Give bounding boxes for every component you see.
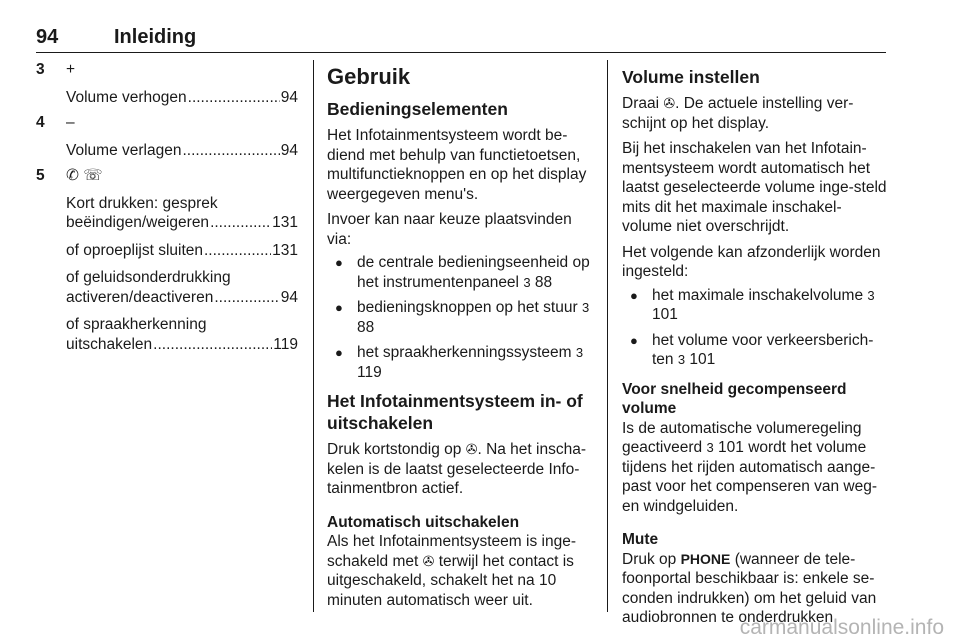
toc-entry bbox=[66, 88, 298, 108]
toc-page: 131 bbox=[272, 214, 298, 231]
item-number: 4 bbox=[36, 114, 45, 131]
toc-text: of oproeplijst sluiten bbox=[66, 241, 203, 259]
column-divider-left bbox=[313, 60, 314, 612]
page-ref-icon: 3 bbox=[575, 345, 584, 360]
toc-entry bbox=[66, 241, 298, 261]
page-ref-icon: 3 bbox=[706, 440, 714, 455]
toc-page: 94 bbox=[280, 288, 298, 306]
item-number: 5 bbox=[36, 167, 45, 184]
subheading-mute: Mute bbox=[622, 531, 659, 548]
phone-key-label: PHONE bbox=[680, 550, 731, 567]
paragraph: Het Infotainmentsysteem wordt be-diend met behulp van functietoetsen, multifunctieknoppen en op het display weergegeven menu's. bbox=[327, 127, 587, 203]
toc-entry bbox=[66, 268, 298, 307]
control-item-3 bbox=[36, 60, 298, 107]
paragraph: Bij het inschakelen van het Infotain-mentsysteem wordt automatisch het laatst geselecteerde volume inge-steld mits dit het maximale inschakel-volume niet overschrijdt. bbox=[622, 140, 887, 235]
subheading-automatisch-uitschakelen: Automatisch uitschakelen bbox=[327, 513, 520, 531]
subheading-snelheid-volume: Voor snelheid gecompenseerd volume bbox=[622, 380, 847, 417]
control-item-4 bbox=[36, 113, 298, 160]
toc-text: Kort drukken: gesprek bbox=[66, 194, 218, 212]
page-ref-icon: 3 bbox=[581, 300, 590, 315]
column-usage bbox=[327, 60, 593, 610]
page-number: 94 bbox=[36, 26, 59, 48]
list-item: ● het maximale inschakelvolume 3 101 bbox=[622, 286, 888, 325]
heading-volume-instellen: Volume instellen bbox=[622, 67, 760, 87]
plus-icon: + bbox=[66, 61, 76, 78]
toc-text: Volume verhogen bbox=[66, 88, 187, 106]
paragraph: Het volgende kan afzonderlijk worden ingesteld: bbox=[622, 243, 881, 280]
heading-bedieningselementen: Bedieningselementen bbox=[327, 99, 508, 119]
phone-mute-icon: ✆ ☏ bbox=[66, 167, 103, 184]
page-ref-icon: 3 bbox=[523, 274, 531, 290]
paragraph: Druk kortstondig op ✇. Na het inscha-kelen is de laatst geselecteerde Info-tainmentbron actief. bbox=[327, 441, 587, 497]
knob-icon: ✇ bbox=[663, 95, 676, 111]
knob-icon: ✇ bbox=[422, 552, 435, 569]
toc-entry bbox=[66, 141, 298, 161]
column-volume bbox=[622, 60, 888, 628]
page-header bbox=[36, 26, 886, 50]
watermark: carmanualsonline.info bbox=[739, 616, 944, 639]
control-item-5 bbox=[36, 166, 298, 354]
header-rule bbox=[36, 52, 886, 53]
column-divider-right bbox=[607, 60, 608, 612]
list-item: ● het volume voor verkeersberich-ten 3 101 bbox=[622, 331, 888, 370]
toc-page: 94 bbox=[280, 88, 298, 106]
paragraph: Is de automatische volumeregeling geactiveerd 3 101 wordt het volume tijdens het rijden automatisch aange-past voor het compenseren van weg-en windgeluiden. bbox=[622, 419, 878, 515]
heading-gebruik: Gebruik bbox=[327, 64, 411, 89]
list-item: ● het spraakherkenningssysteem 3 119 bbox=[327, 343, 593, 382]
toc-text: uitschakelen bbox=[66, 335, 153, 353]
toc-text: of spraakherkenning bbox=[66, 316, 207, 333]
list-item: ● de centrale bedieningseenheid op het instrumentenpaneel 3 88 bbox=[327, 253, 593, 292]
toc-text: beëindigen/weigeren bbox=[66, 214, 210, 231]
minus-icon: – bbox=[66, 114, 75, 131]
item-number: 3 bbox=[36, 61, 45, 78]
toc-text: of geluidsonderdrukking bbox=[66, 269, 231, 286]
settings-list bbox=[622, 286, 888, 370]
paragraph: Invoer kan naar keuze plaatsvinden via: bbox=[327, 211, 572, 248]
knob-icon: ✇ bbox=[465, 441, 478, 457]
input-options-list bbox=[327, 253, 593, 382]
paragraph: Draai ✇. De actuele instelling ver-schijnt op het display. bbox=[622, 95, 854, 132]
list-item: ● bedieningsknoppen op het stuur 3 88 bbox=[327, 298, 593, 337]
section-title: Inleiding bbox=[114, 26, 197, 48]
toc-text: Volume verlagen bbox=[66, 141, 182, 159]
toc-page: 94 bbox=[280, 141, 298, 159]
column-control-list bbox=[36, 60, 298, 354]
page-ref-icon: 3 bbox=[867, 287, 875, 303]
paragraph: Als het Infotainmentsysteem is inge-schakeld met ✇ terwijl het contact is uitgeschakeld, schakelt het na 10 minuten automatisch weer uit. bbox=[327, 533, 576, 609]
heading-in-uitschakelen: Het Infotainmentsysteem in- of uitschakelen bbox=[327, 391, 583, 433]
toc-entry bbox=[66, 315, 298, 354]
toc-text: activeren/deactiveren bbox=[66, 288, 214, 306]
toc-page: 119 bbox=[273, 335, 298, 353]
paragraph: Druk op PHONE (wanneer de tele-foonportal beschikbaar is: enkele se-conden indrukken) om het geluid van audiobronnen te onderdrukken. bbox=[622, 550, 877, 626]
page-ref-icon: 3 bbox=[677, 352, 686, 367]
toc-entry bbox=[66, 194, 298, 233]
toc-page: 131 bbox=[272, 241, 298, 259]
